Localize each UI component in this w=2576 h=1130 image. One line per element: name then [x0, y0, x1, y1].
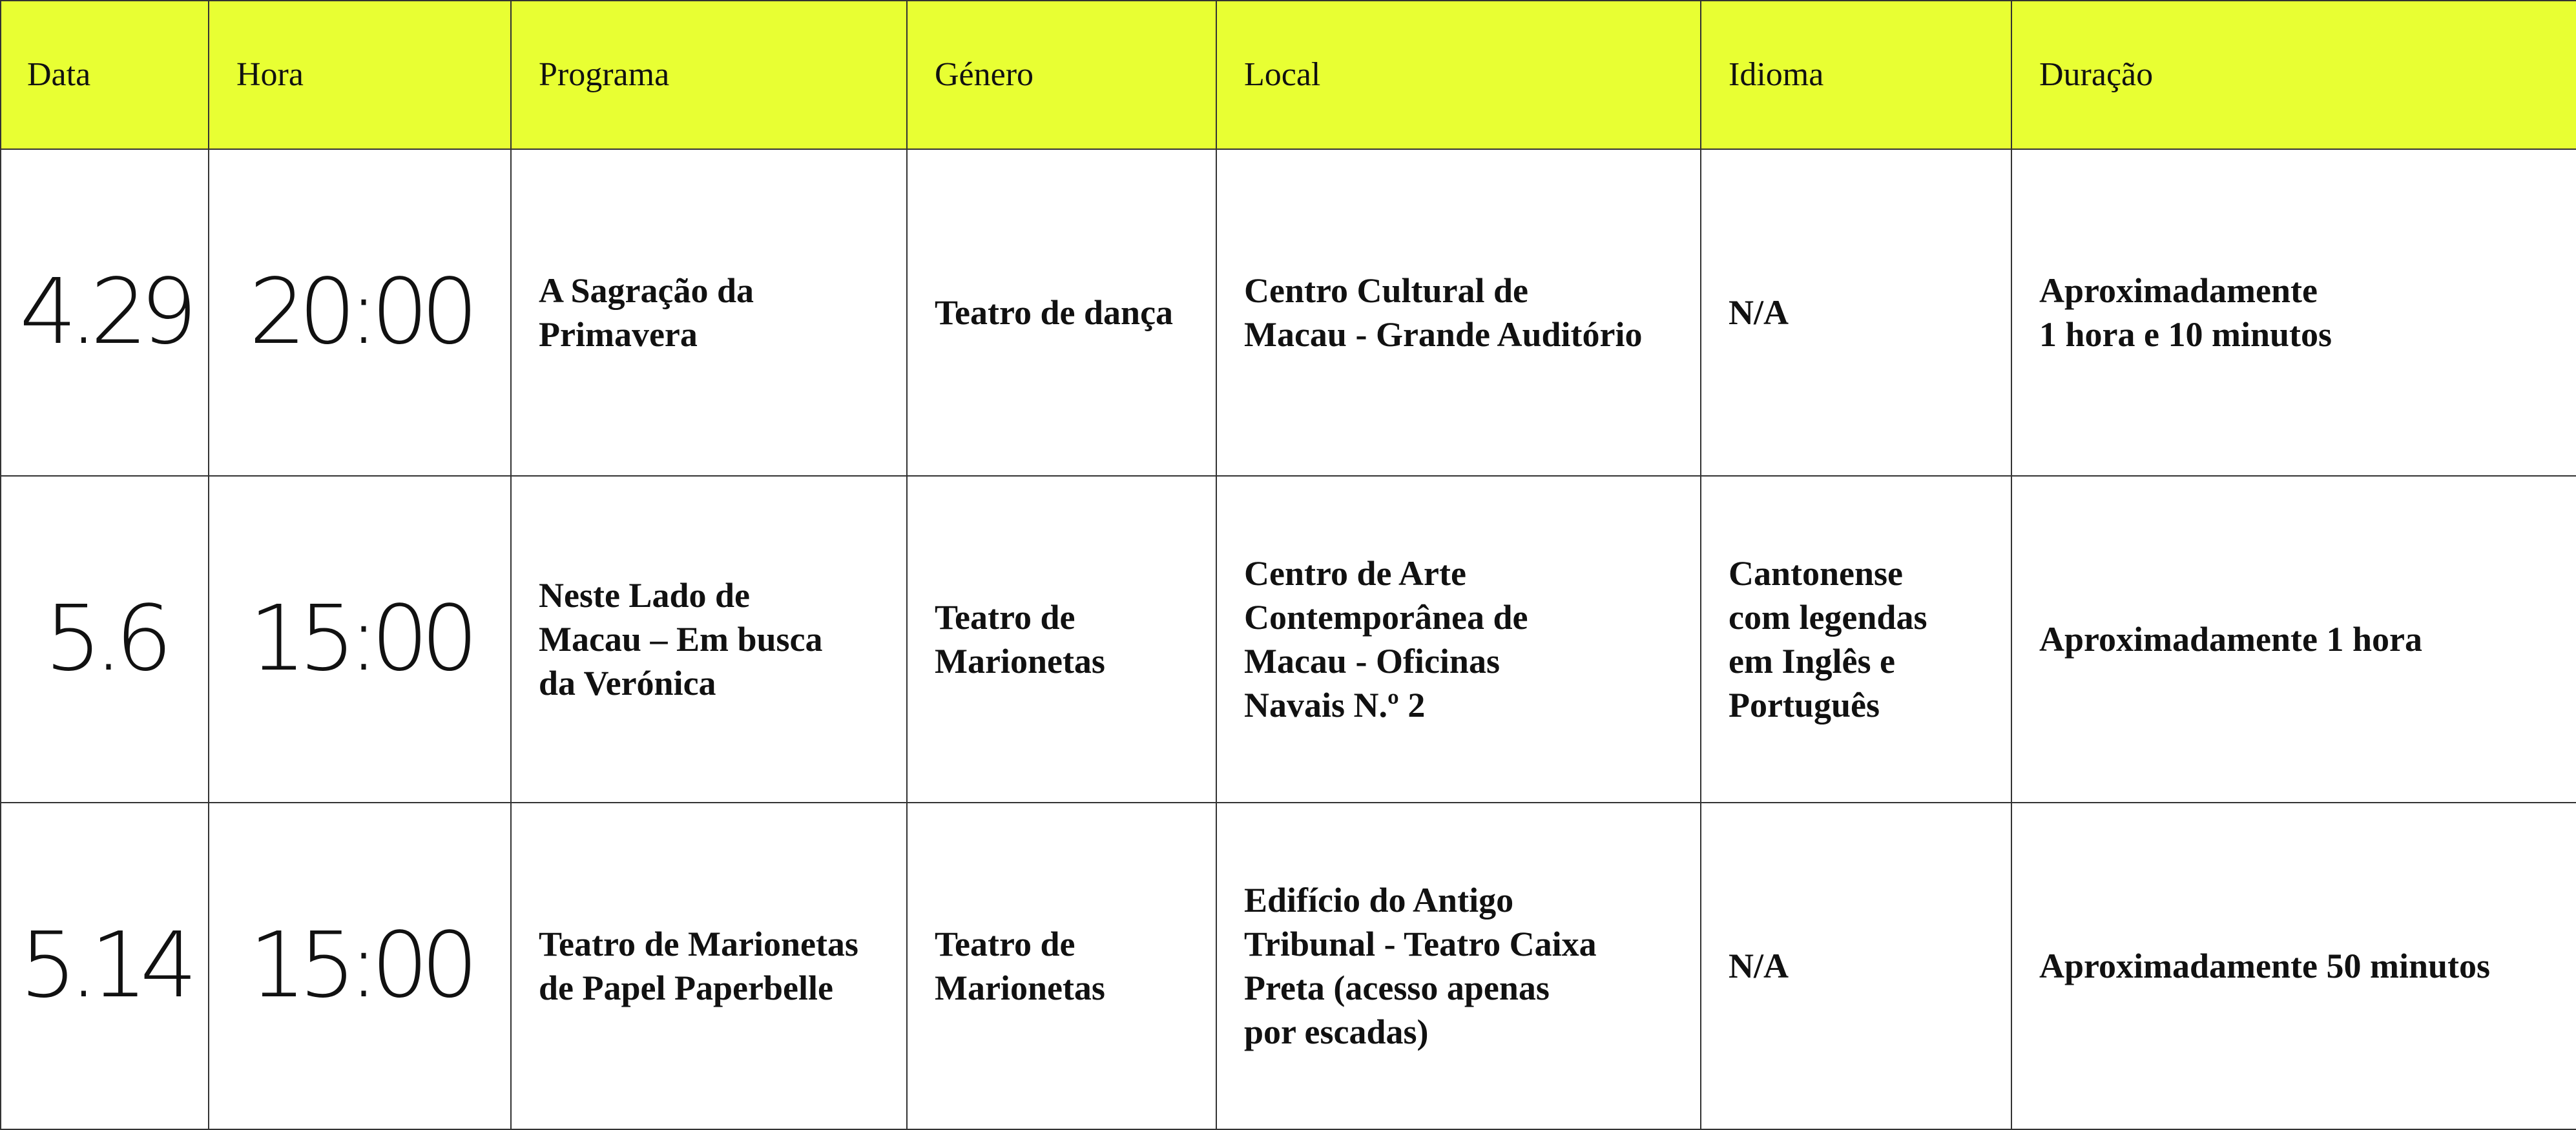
- duration-cell: Aproximadamente 1 hora: [2011, 476, 2576, 803]
- genre-cell: Teatro de dança: [907, 149, 1216, 476]
- date-cell: 4.29: [1, 149, 209, 476]
- table-row: [1, 803, 2576, 1129]
- header-duration: Duração: [2011, 1, 2576, 149]
- duration-cell: Aproximadamente 50 minutos: [2011, 803, 2576, 1129]
- language-cell: N/A: [1701, 803, 2011, 1129]
- header-genre: Género: [907, 1, 1216, 149]
- language-cell: N/A: [1701, 149, 2011, 476]
- genre-cell: Teatro de Marionetas: [907, 476, 1216, 803]
- table-row: [1, 149, 2576, 476]
- duration-cell: Aproximadamente 1 hora e 10 minutos: [2011, 149, 2576, 476]
- header-time: Hora: [209, 1, 511, 149]
- header-program: Programa: [511, 1, 907, 149]
- time-cell: 15:00: [209, 476, 511, 803]
- venue-cell: Centro de Arte Contemporânea de Macau - Oficinas Navais N.º 2: [1216, 476, 1701, 803]
- header-venue: Local: [1216, 1, 1701, 149]
- venue-cell: Centro Cultural de Macau - Grande Auditório: [1216, 149, 1701, 476]
- date-cell: 5.6: [1, 476, 209, 803]
- program-cell: Teatro de Marionetas de Papel Paperbelle: [511, 803, 907, 1129]
- header-date: Data: [1, 1, 209, 149]
- genre-cell: Teatro de Marionetas: [907, 803, 1216, 1129]
- date-cell: 5.14: [1, 803, 209, 1129]
- table-row: [1, 476, 2576, 803]
- venue-cell: Edifício do Antigo Tribunal - Teatro Caixa Preta (acesso apenas por escadas): [1216, 803, 1701, 1129]
- time-cell: 20:00: [209, 149, 511, 476]
- time-cell: 15:00: [209, 803, 511, 1129]
- language-cell: Cantonense com legendas em Inglês e Português: [1701, 476, 2011, 803]
- program-cell: Neste Lado de Macau – Em busca da Verónica: [511, 476, 907, 803]
- program-cell: A Sagração da Primavera: [511, 149, 907, 476]
- header-language: Idioma: [1701, 1, 2011, 149]
- header-row: [1, 1, 2576, 149]
